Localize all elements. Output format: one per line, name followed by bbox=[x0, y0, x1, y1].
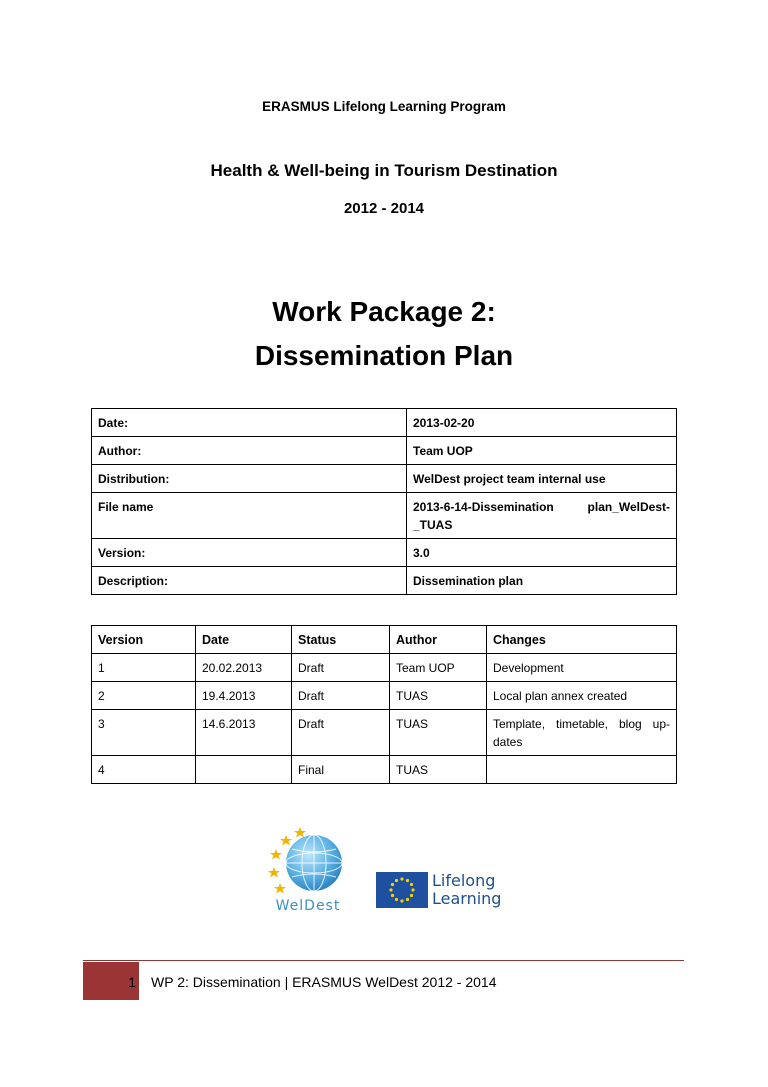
info-row bbox=[92, 539, 677, 567]
history-cell: 2 bbox=[92, 682, 196, 710]
info-value: Dissemination plan bbox=[407, 567, 677, 595]
history-cell: Draft bbox=[292, 682, 390, 710]
info-row bbox=[92, 567, 677, 595]
info-value: WelDest project team internal use bbox=[407, 465, 677, 493]
info-row bbox=[92, 493, 677, 539]
history-row bbox=[92, 710, 677, 756]
history-cell: TUAS bbox=[390, 682, 487, 710]
header-cell: Date bbox=[196, 626, 292, 654]
info-label: Version: bbox=[92, 539, 407, 567]
history-cell: TUAS bbox=[390, 756, 487, 784]
history-cell: TUAS bbox=[390, 710, 487, 756]
history-cell: 4 bbox=[92, 756, 196, 784]
history-cell: 19.4.2013 bbox=[196, 682, 292, 710]
title-line-1: Work Package 2: bbox=[272, 296, 496, 327]
history-cell: Final bbox=[292, 756, 390, 784]
footer-divider bbox=[83, 960, 684, 961]
history-row bbox=[92, 756, 677, 784]
history-cell: Draft bbox=[292, 654, 390, 682]
history-cell: 14.6.2013 bbox=[196, 710, 292, 756]
info-value: 2013-6-14-Dissemination plan_WelDest-_TUAS bbox=[407, 493, 677, 539]
history-cell: Team UOP bbox=[390, 654, 487, 682]
info-row bbox=[92, 437, 677, 465]
history-cell: 20.02.2013 bbox=[196, 654, 292, 682]
history-header-row bbox=[92, 626, 677, 654]
history-cell: Development bbox=[487, 654, 677, 682]
info-value: 2013-02-20 bbox=[407, 409, 677, 437]
history-row bbox=[92, 654, 677, 682]
history-cell: 1 bbox=[92, 654, 196, 682]
history-cell: Template, timetable, blog up-dates bbox=[487, 710, 677, 756]
history-cell bbox=[196, 756, 292, 784]
version-history-table bbox=[91, 625, 677, 784]
footer-text: WP 2: Dissemination | ERASMUS WelDest 2012 - 2014 bbox=[151, 974, 497, 990]
project-heading: Health & Well-being in Tourism Destination bbox=[210, 161, 558, 180]
history-cell: 3 bbox=[92, 710, 196, 756]
info-label: Author: bbox=[92, 437, 407, 465]
project-years: 2012 - 2014 bbox=[343, 200, 425, 217]
title-line-2: Dissemination Plan bbox=[254, 340, 514, 371]
info-label: Distribution: bbox=[92, 465, 407, 493]
ll-line-2: Learning bbox=[432, 889, 502, 908]
info-row bbox=[92, 409, 677, 437]
history-cell bbox=[487, 756, 677, 784]
ll-line-1: Lifelong bbox=[432, 871, 496, 890]
header-cell: Version bbox=[92, 626, 196, 654]
info-label: Description: bbox=[92, 567, 407, 595]
program-heading: ERASMUS Lifelong Learning Program bbox=[262, 99, 506, 114]
document-info-table bbox=[91, 408, 677, 595]
info-value: Team UOP bbox=[407, 437, 677, 465]
page-number: 1 bbox=[128, 974, 136, 990]
history-cell: Local plan annex created bbox=[487, 682, 677, 710]
header-cell: Author bbox=[390, 626, 487, 654]
header-cell: Changes bbox=[487, 626, 677, 654]
info-label: File name bbox=[92, 493, 407, 539]
weldest-logo-text: WelDest bbox=[275, 898, 341, 914]
document-title bbox=[0, 290, 768, 378]
info-value: 3.0 bbox=[407, 539, 677, 567]
lifelong-learning-logo-text bbox=[432, 872, 501, 908]
info-label: Date: bbox=[92, 409, 407, 437]
history-cell: Draft bbox=[292, 710, 390, 756]
info-row bbox=[92, 465, 677, 493]
header-cell: Status bbox=[292, 626, 390, 654]
history-row bbox=[92, 682, 677, 710]
